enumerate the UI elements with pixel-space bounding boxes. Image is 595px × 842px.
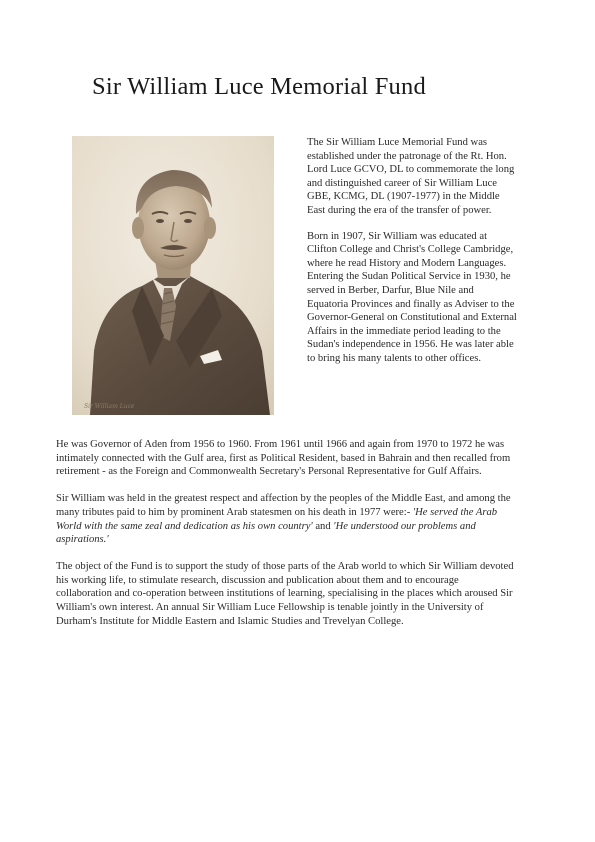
intro-column — [307, 136, 517, 378]
svg-text:Sir William Luce: Sir William Luce — [84, 403, 135, 410]
body-text — [56, 438, 516, 641]
tribute-quote-1: 'He served the Arab World with the same zeal and dedication as his own country' — [56, 506, 498, 532]
intro-paragraph-1: The Sir William Luce Memorial Fund was established under the patronage of the Rt. Hon. Lord Luce GCVO, DL to commemorate the long and distinguished career of Sir William Luce GBE, KCMG, DL (1907-1977) in the Middle East during the era of the transfer of power. — [307, 137, 515, 216]
portrait-image — [72, 136, 274, 415]
page-title: Sir William Luce Memorial Fund — [92, 73, 426, 100]
body-paragraph-fund-object: The object of the Fund is to support the study of those parts of the Arab world to which Sir William devoted his working life, to stimulate research, discussion and publication about them and to encourage collaboration and co-operation between institutions of learning, specialising in the places which aroused Sir William's own interest. An annual Sir William Luce Fellowship is tenable jointly in the University of Durham's Institute for Middle Eastern and Islamic Studies and Trevelyan College. — [56, 560, 514, 627]
tributes-lead: Sir William was held in the greatest respect and affection by the peoples of the Middle East, and among the many tributes paid to him by prominent Arab statesmen on his death in 1977 were:- — [56, 493, 511, 518]
body-paragraph-tributes — [56, 492, 516, 547]
portrait-photo — [72, 136, 274, 415]
body-paragraph-governor: He was Governor of Aden from 1956 to 1960. From 1961 until 1966 and again from 1970 to 1972 he was intimately connected with the Gulf area, first as Political Resident, based in Bahrain and then recalled from retirement - as the Foreign and Commonwealth Secretary's Personal Representative for Gulf Affairs. — [56, 439, 511, 478]
intro-paragraph-2: Born in 1907, Sir William was educated at Clifton College and Christ's College Cambridge, where he read History and Modern Languages. Entering the Sudan Political Service in 1930, he served in Berber, Darfur, Blue Nile and Equatoria Provinces and finally as Adviser to the Governor-General on Constitutional and External Affairs in the immediate period leading to the Sudan's independence in 1956. He was later able to bring his many talents to other offices. — [307, 230, 517, 364]
tribute-quote-2: 'He understood our problems and aspirations.' — [56, 520, 476, 546]
tributes-and: and — [312, 520, 334, 532]
